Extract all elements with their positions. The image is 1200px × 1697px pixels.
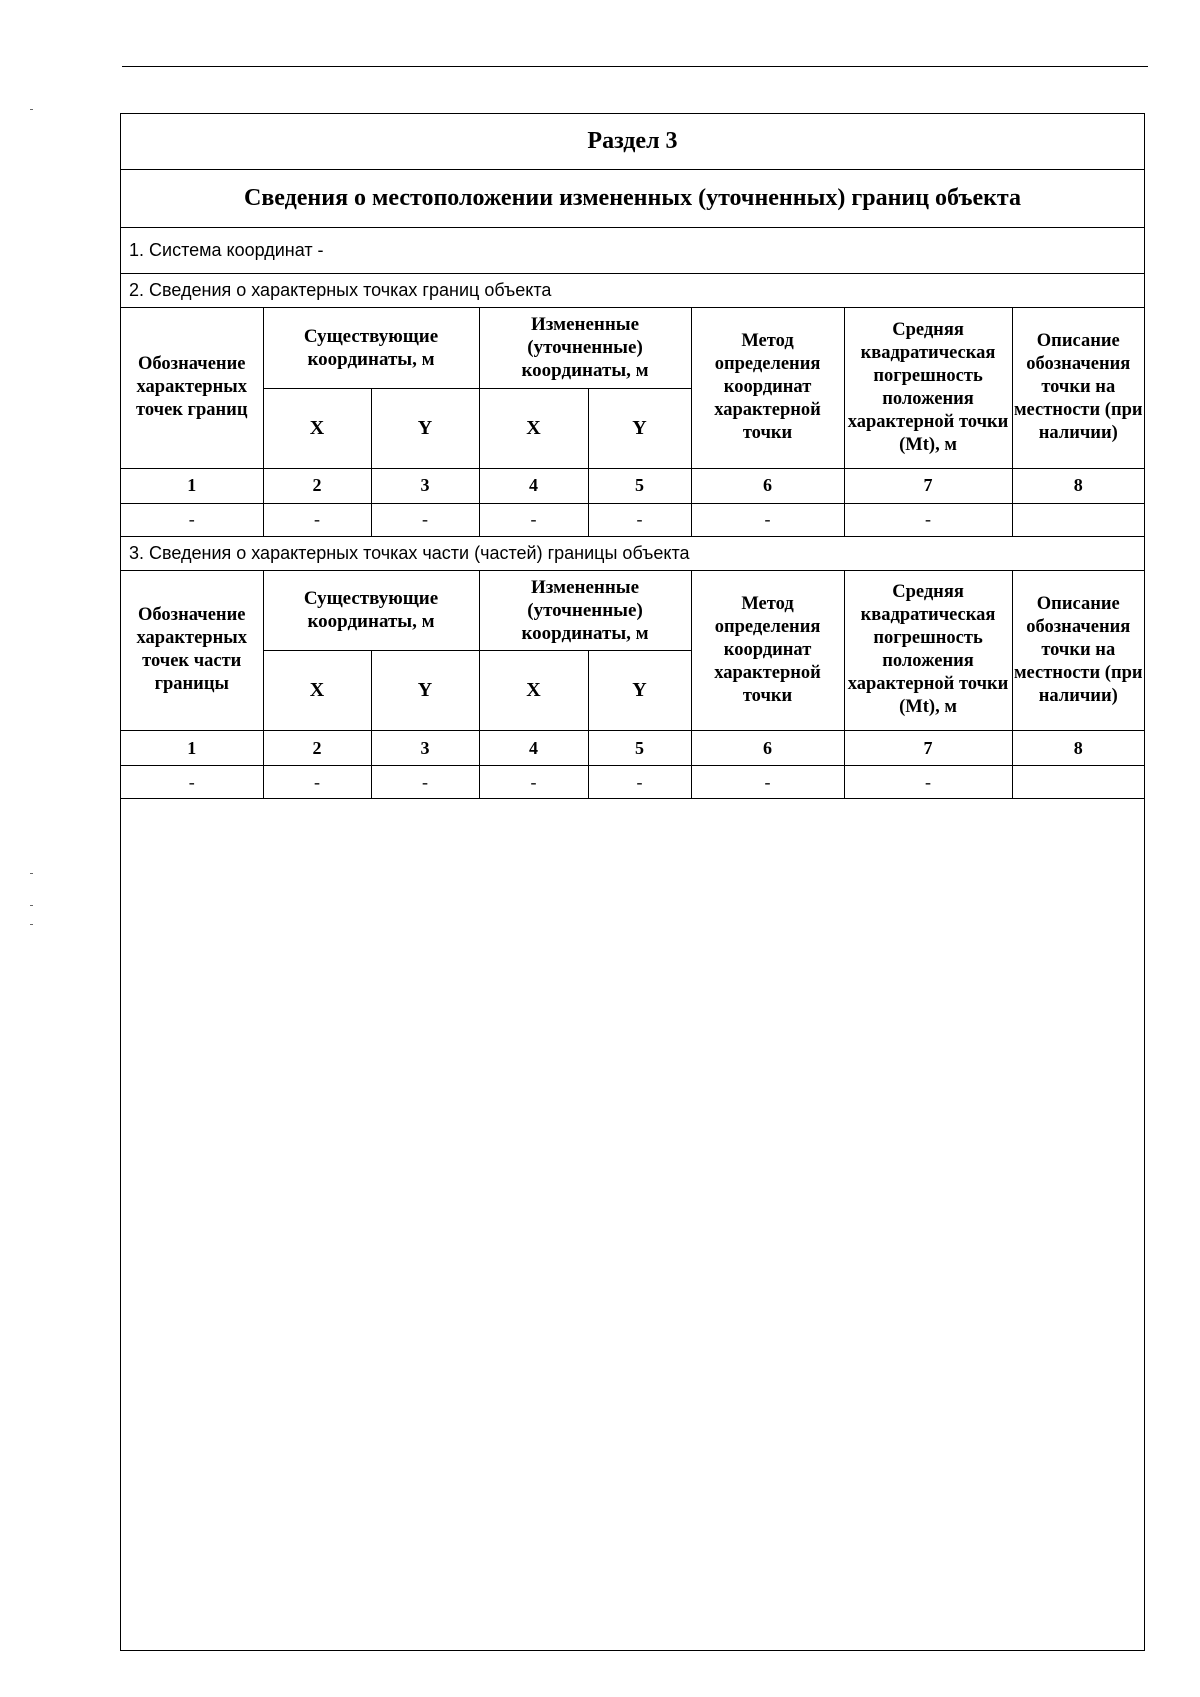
table-cell (1012, 503, 1144, 536)
column-number: 7 (844, 468, 1012, 503)
table-cell: - (263, 503, 371, 536)
col-method: Метод определения координат характерной точки (691, 308, 844, 468)
boundary-points-table (121, 308, 1144, 537)
col-changed-x: X (479, 388, 588, 468)
col-existing-coords: Существующие координаты, м (263, 571, 479, 651)
column-number: 8 (1012, 468, 1144, 503)
column-number: 3 (371, 731, 479, 766)
col-description: Описание обозначения точки на местности (при наличии) (1012, 308, 1144, 468)
col-existing-coords: Существующие координаты, м (263, 308, 479, 388)
section-subtitle: Сведения о местоположении измененных (уточненных) границ объекта (121, 170, 1144, 228)
column-numbers-row (121, 468, 1144, 503)
column-number: 2 (263, 468, 371, 503)
table-cell: - (371, 766, 479, 799)
table-cell: - (479, 503, 588, 536)
col-changed-y: Y (588, 651, 691, 731)
col-point-designation: Обозначение характерных точек границ (121, 308, 263, 468)
col-mean-error: Средняя квадратическая погрешность положения характерной точки (Mt), м (844, 571, 1012, 731)
scan-speck (30, 924, 33, 925)
col-changed-x: X (479, 651, 588, 731)
column-number: 1 (121, 468, 263, 503)
column-number: 4 (479, 468, 588, 503)
column-numbers-row (121, 731, 1144, 766)
column-number: 6 (691, 731, 844, 766)
col-description: Описание обозначения точки на местности (при наличии) (1012, 571, 1144, 731)
part-boundary-points-table (121, 571, 1144, 800)
column-number: 4 (479, 731, 588, 766)
col-mean-error: Средняя квадратическая погрешность положения характерной точки (Mt), м (844, 308, 1012, 468)
table2-caption: 3. Сведения о характерных точках части (частей) границы объекта (121, 537, 1144, 571)
col-existing-x: X (263, 388, 371, 468)
scan-speck (30, 873, 33, 874)
table-row (121, 503, 1144, 536)
column-number: 5 (588, 731, 691, 766)
table-cell: - (479, 766, 588, 799)
coordinate-system-line: 1. Система координат - (121, 228, 1144, 274)
column-number: 1 (121, 731, 263, 766)
col-existing-y: Y (371, 388, 479, 468)
table-cell: - (371, 503, 479, 536)
col-changed-coords: Измененные (уточненные) координаты, м (479, 571, 691, 651)
col-method: Метод определения координат характерной точки (691, 571, 844, 731)
scan-speck (30, 109, 33, 110)
top-rule (122, 66, 1148, 67)
table1-caption: 2. Сведения о характерных точках границ объекта (121, 274, 1144, 308)
table-cell: - (121, 503, 263, 536)
table-cell: - (844, 503, 1012, 536)
section-frame (120, 113, 1145, 1651)
col-point-designation: Обозначение характерных точек части границы (121, 571, 263, 731)
col-existing-y: Y (371, 651, 479, 731)
table-cell: - (588, 766, 691, 799)
column-number: 6 (691, 468, 844, 503)
col-changed-y: Y (588, 388, 691, 468)
column-number: 2 (263, 731, 371, 766)
col-changed-coords: Измененные (уточненные) координаты, м (479, 308, 691, 388)
table-cell: - (691, 503, 844, 536)
column-number: 3 (371, 468, 479, 503)
col-existing-x: X (263, 651, 371, 731)
column-number: 7 (844, 731, 1012, 766)
column-number: 8 (1012, 731, 1144, 766)
column-number: 5 (588, 468, 691, 503)
scan-speck (30, 905, 33, 906)
table-row (121, 766, 1144, 799)
table-cell: - (844, 766, 1012, 799)
table-cell: - (121, 766, 263, 799)
table-cell: - (263, 766, 371, 799)
table-cell: - (588, 503, 691, 536)
section-title: Раздел 3 (121, 114, 1144, 170)
table-cell (1012, 766, 1144, 799)
table-cell: - (691, 766, 844, 799)
